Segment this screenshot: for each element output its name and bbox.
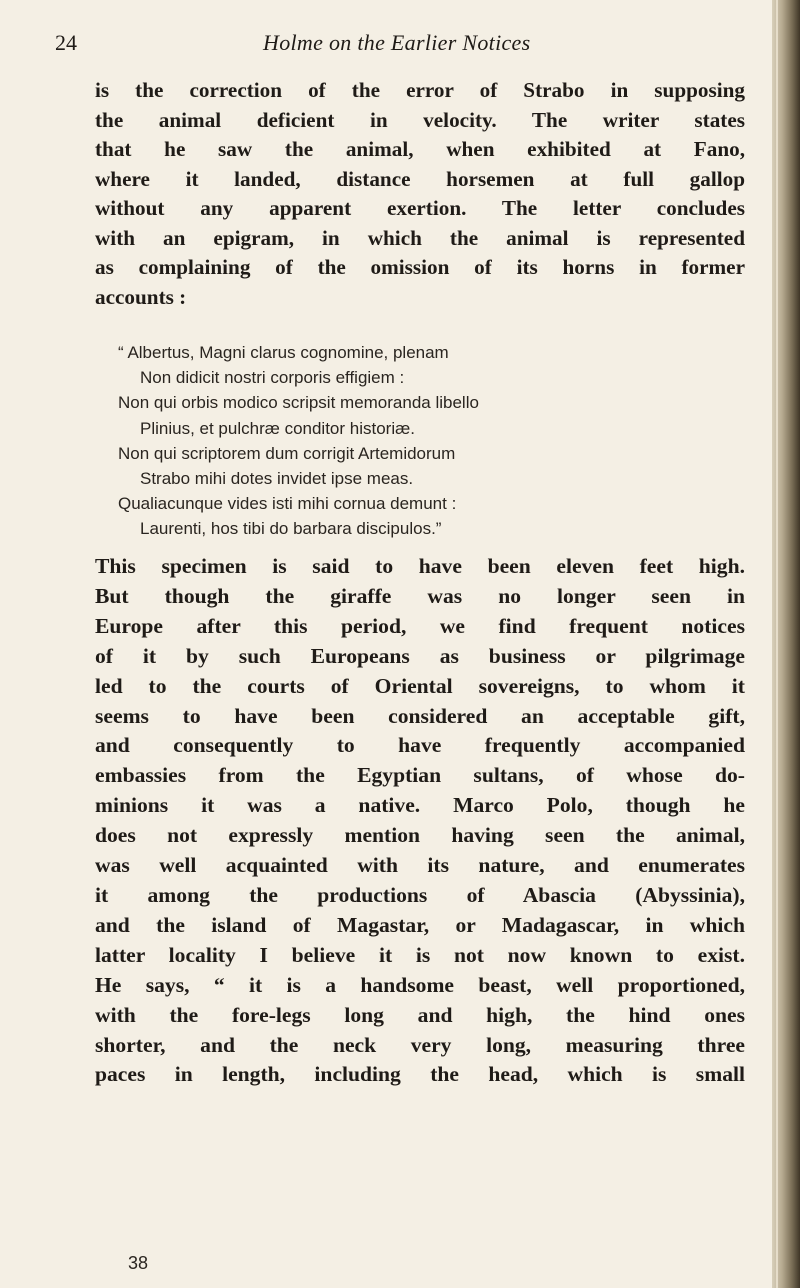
text-line: and the island of Magastar, or Madagascar, in which: [95, 912, 745, 937]
text-line: the animal deficient in velocity. The writer states: [95, 107, 745, 132]
paragraph-2: [95, 552, 745, 1090]
text-line: of it by such Europeans as business or pilgrimage: [95, 643, 745, 668]
page-number: 24: [55, 30, 77, 55]
text-line: that he saw the animal, when exhibited at Fano,: [95, 137, 745, 161]
text-line: with an epigram, in which the animal is represented: [95, 225, 745, 250]
text-line: embassies from the Egyptian sultans, of whose do-: [95, 763, 745, 788]
verse-line: Plinius, et pulchræ conditor historiæ.: [140, 418, 415, 438]
text-line: minions it was a native. Marco Polo, though he: [95, 793, 745, 818]
text-line: This specimen is said to have been eleven feet high.: [95, 554, 745, 578]
verse-line: Non qui orbis modico scripsit memoranda libello: [118, 393, 479, 413]
text-line: without any apparent exertion. The letter concludes: [95, 196, 745, 220]
text-line: But though the giraffe was no longer seen in: [95, 583, 745, 608]
text-line: was well acquainted with its nature, and enumerates: [95, 853, 745, 878]
verse-line: Non qui scriptorem dum corrigit Artemidorum: [118, 443, 456, 463]
text-line: He says, “ it is a handsome beast, well proportioned,: [95, 972, 745, 997]
text-line: Europe after this period, we find frequent notices: [95, 613, 745, 638]
running-head: [55, 30, 755, 62]
text-line: it among the productions of Abascia (Abyssinia),: [95, 882, 745, 907]
running-title: Holme on the Earlier Notices: [263, 30, 531, 55]
page-edge-highlight: [776, 0, 778, 1288]
text-line: accounts :: [95, 284, 187, 309]
paragraph-1: [95, 76, 745, 312]
signature-mark: 38: [128, 1253, 149, 1273]
verse-line: Laurenti, hos tibi do barbara discipulos.”: [140, 519, 442, 539]
text-line: seems to have been considered an acceptable gift,: [95, 703, 745, 728]
verse-line: “ Albertus, Magni clarus cognomine, plenam: [118, 343, 449, 362]
text-line: where it landed, distance horsemen at full gallop: [95, 166, 745, 191]
verse-line: Strabo mihi dotes invidet ipse meas.: [140, 469, 414, 489]
text-line: does not expressly mention having seen the animal,: [95, 823, 745, 848]
text-line: with the fore-legs long and high, the hind ones: [95, 1002, 745, 1027]
text-line: paces in length, including the head, which is small: [95, 1062, 745, 1087]
text-line: latter locality I believe it is not now known to exist.: [95, 942, 745, 967]
text-line: shorter, and the neck very long, measuring three: [95, 1032, 745, 1057]
text-line: led to the courts of Oriental sovereigns, to whom it: [95, 673, 745, 698]
text-line: and consequently to have frequently accompanied: [95, 733, 745, 758]
text-line: as complaining of the omission of its horns in former: [95, 255, 745, 279]
verse-line: Non didicit nostri corporis effigiem :: [140, 368, 405, 388]
verse-line: Qualiacunque vides isti mihi cornua demunt :: [118, 494, 457, 514]
latin-epigram: [118, 340, 738, 542]
text-line: is the correction of the error of Strabo in supposing: [95, 78, 745, 102]
